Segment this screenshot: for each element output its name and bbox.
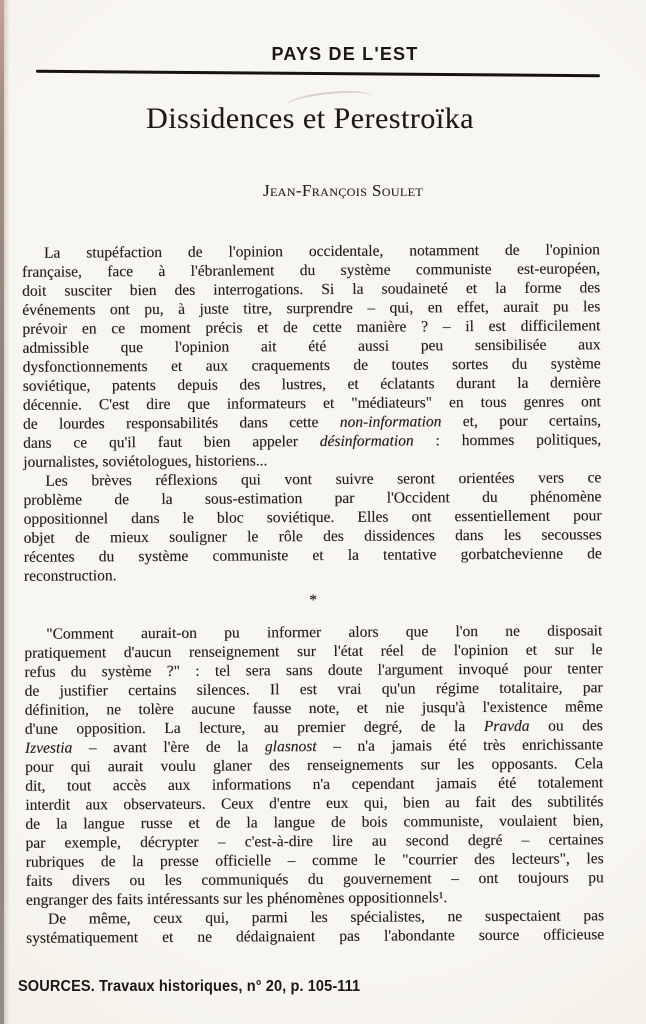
text-line: refus du système ?" : tel sera sans doute l'argument invoqué pour tenter <box>24 660 603 681</box>
paragraph <box>26 906 604 948</box>
text-line: pratiquement d'aucun renseignement sur l'état réel de l'opinion et sur le <box>24 641 603 662</box>
scan-edge-shadow <box>4 0 10 1024</box>
text-line: dysfonctionnements et aux craquements de toutes sortes du système <box>22 355 601 376</box>
text-line: De même, ceux qui, parmi les spécialistes, ne suspectaient pas <box>47 907 605 928</box>
article-section-1 <box>22 240 602 586</box>
text-line: définition, ne tolère aucune fausse note, et nie jusqu'à l'existence même <box>24 698 603 719</box>
text-line: par exemple, décrypter – c'est-à-dire lire au second degré – certaines <box>25 831 604 852</box>
text-line: reconstruction. <box>23 567 117 585</box>
header-rule <box>36 70 600 77</box>
text-line: soviétique, patents depuis des lustres, et éclatants durant la dernière <box>22 374 601 395</box>
text-line: doit susciter bien des interrogations. Si la soudaineté et la forme des <box>22 279 601 300</box>
text-line: de justifier certains silences. Il est vrai qu'un régime totalitaire, par <box>24 679 603 700</box>
text-line: rubriques de la presse officielle – comme le "courrier des lecteurs", les <box>25 850 604 871</box>
paragraph <box>22 240 601 472</box>
paragraph <box>24 621 604 910</box>
section-separator: * <box>308 591 318 610</box>
text-line: prévoir en ce moment précis et de cette manière ? – il est difficilement <box>22 317 601 338</box>
article-section-2 <box>24 621 604 948</box>
author-name: Jean-François Soulet <box>262 181 424 200</box>
source-note: SOURCES. Travaux historiques, n° 20, p. 105-111 <box>18 978 361 995</box>
article-title: Dissidences et Perestroïka <box>146 102 474 135</box>
text-line: La stupéfaction de l'opinion occidentale, notamment de l'opinion <box>43 241 600 262</box>
section-header: PAYS DE L'EST <box>271 44 419 64</box>
text-line: événements ont pu, à juste titre, surprendre – qui, en effet, aurait pu les <box>22 298 601 319</box>
text-line: interdit aux observateurs. Ceux d'entre eux qui, bien au fait des subtilités <box>25 793 604 814</box>
text-line: récentes du système communiste et la tentative gorbatchevienne de <box>23 545 602 566</box>
text-line: de la langue russe et de la langue de bois communiste, voulaient bien, <box>25 812 604 833</box>
text-line: admissible que l'opinion ait été aussi peu sensibilisée aux <box>22 336 601 357</box>
text-line: systématiquement et ne dédaignaient pas l'abondante source officieuse <box>26 926 605 947</box>
text-line: "Comment aurait-on pu informer alors que l'on ne disposait <box>46 622 603 643</box>
text-line: objet de mieux souligner le rôle des dissidences dans les secousses <box>23 526 602 547</box>
text-line: Izvestia – avant l'ère de la glasnost – n'a jamais été très enrichissante <box>24 736 603 757</box>
text-line: d'une opposition. La lecture, au premier degré, de la Pravda ou des <box>24 717 603 738</box>
text-line: faits divers ou les communiqués du gouvernement – ont toujours pu <box>25 869 604 890</box>
text-line: française, face à l'ébranlement du système communiste est-européen, <box>21 260 601 281</box>
article-body <box>22 240 604 948</box>
text-line: pour qui aurait voulu glaner des renseignements sur les opposants. Cela <box>25 755 604 776</box>
text-line: dans ce qu'il faut bien appeler désinformation : hommes politiques, <box>23 431 602 452</box>
text-line: de lourdes responsabilités dans cette non-information et, pour certains, <box>22 412 602 433</box>
text-line: dit, tout accès aux informations n'a cependant jamais été totalement <box>25 774 604 795</box>
text-line: oppositionnel dans le bloc soviétique. Elles ont essentiellement pour <box>23 507 602 528</box>
paragraph <box>23 468 602 586</box>
text-line: problème de la sous-estimation par l'Occident du phénomène <box>23 488 602 509</box>
text-line: engranger des faits intéressants sur les phénomènes oppositionnels¹. <box>25 889 448 909</box>
text-line: journalistes, soviétologues, historiens... <box>23 452 268 471</box>
text-line: décennie. C'est dire que informateurs et "médiateurs" en tous genres ont <box>22 393 601 414</box>
text-line: Les brèves réflexions qui vont suivre seront orientées vers ce <box>45 469 602 490</box>
